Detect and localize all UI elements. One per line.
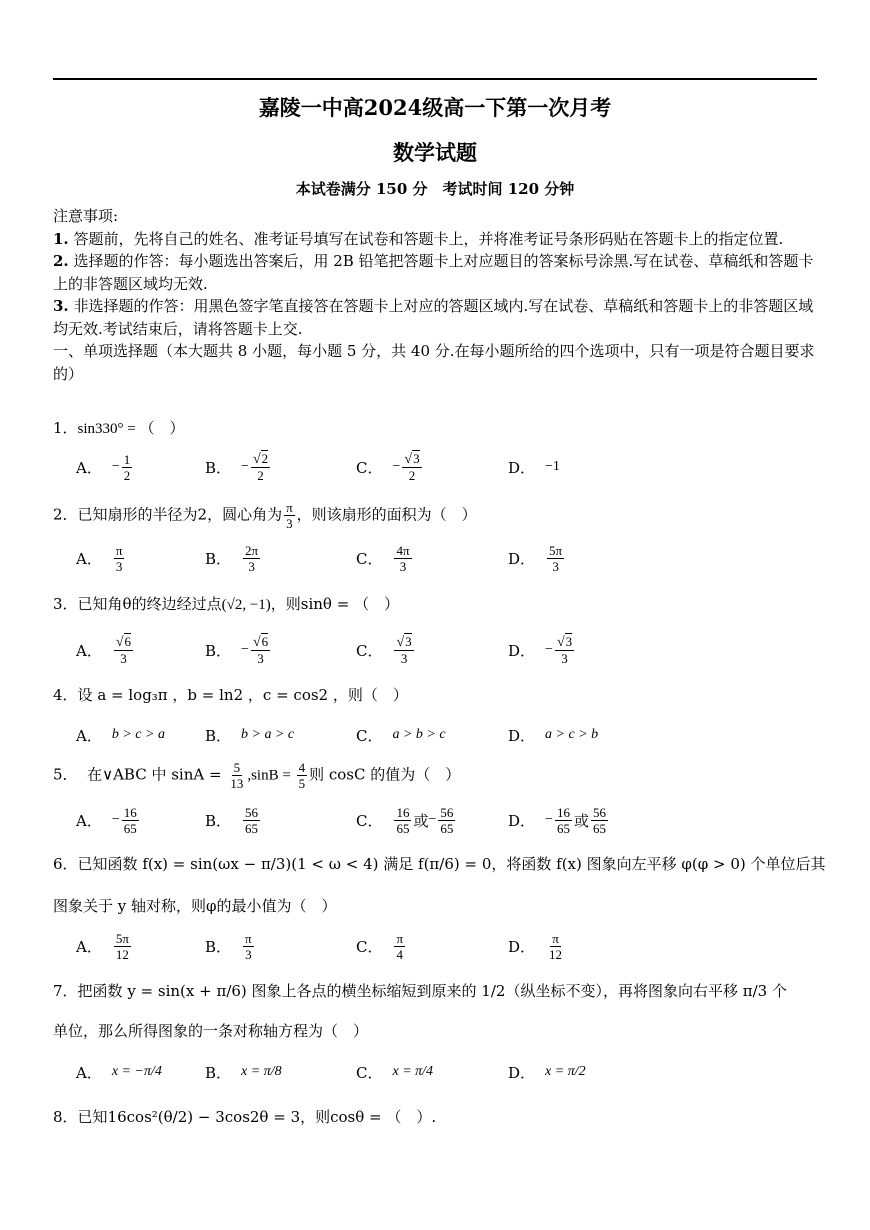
notice-item-1: 1. 答题前，先将自己的姓名、准考证号填写在试卷和答题卡上，并将准考证号条形码贴在答题卡上的指定位置. — [53, 229, 784, 248]
q7-option-a: A． x = −π/4 — [76, 1063, 162, 1082]
q7-option-b: B． x = π/8 — [205, 1063, 282, 1082]
q4-option-a: A． b > c > a — [76, 726, 165, 745]
section-heading: 一、单项选择题（本大题共 8 小题，每小题 5 分，共 40 分.在每小题所给的四个选项中，只有一项是符合题目要求的） — [53, 342, 815, 383]
q4-option-d: D． a > c > b — [508, 726, 599, 745]
q1-option-b: B． − $\frac{√2}{2}$ — [205, 451, 269, 483]
top-rule — [53, 78, 817, 80]
question-7-line1: 7．把函数 y = sin(x + π/6) 图象上各点的横坐标缩短到原来的 1/2（纵坐标不变），再将图象向右平移 π/3 个 — [53, 982, 787, 1000]
question-4: 4．设 a = log₃π ，b = ln2 ，c = cos2 ，则（ ） — [53, 686, 408, 704]
question-6-line1: 6．已知函数 f(x) = sin(ωx − π/3)(1 < ω < 4) 满足 f(π/6) = 0，将函数 f(x) 图象向左平移 φ(φ > 0) 个单位后其 — [53, 855, 826, 873]
q3-option-a: A． $\frac{√6}{3}$ — [76, 634, 132, 666]
q5-option-b: B． $\frac{56}{65}$ — [205, 804, 259, 836]
notice-heading: 注意事项: — [53, 207, 119, 225]
exam-info: 本试卷满分 150 分 考试时间 120 分钟 — [295, 180, 575, 198]
q3-options — [76, 630, 816, 670]
q5-options — [76, 800, 816, 840]
question-1: 1．sin330° = （ ） — [53, 419, 185, 437]
question-6-line2: 图象关于 y 轴对称，则φ的最小值为（ ） — [53, 897, 337, 915]
q2-options — [76, 538, 816, 578]
q4-option-c: C． a > b > c — [356, 726, 446, 745]
q1-option-c: C． − $\frac{√3}{2}$ — [356, 451, 420, 483]
question-8: 8．已知16cos²(θ/2) − 3cos2θ = 3，则cosθ = （ ）. — [53, 1108, 437, 1126]
question-5: 5． 在∨ABC 中 sinA = $\frac{5}{13}$ ,sinB = $\frac{4}{5}$ 则 cosC 的值为（ ） — [53, 760, 461, 791]
q5-option-d: D． − $\frac{16}{65}$ 或 $\frac{56}{65}$ — [508, 804, 606, 836]
notice-item-2: 2. 选择题的作答：每小题选出答案后，用 2B 铅笔把答题卡上对应题目的答案标号涂黑.写在试卷、草稿纸和答题卡上的非答题区域均无效. — [53, 252, 814, 293]
q7-option-d: D． x = π/2 — [508, 1063, 586, 1082]
question-7-line2: 单位，那么所得图象的一条对称轴方程为（ ） — [53, 1022, 369, 1040]
q1-options — [76, 447, 816, 487]
q4-option-b: B． b > a > c — [205, 726, 295, 745]
q5-option-a: A． − $\frac{16}{65}$ — [76, 804, 137, 836]
q6-option-a: A． $\frac{5\pi}{12}$ — [76, 930, 129, 962]
question-3: 3．已知角θ的终边经过点(√2, −1)，则sinθ = （ ） — [53, 595, 400, 613]
q3-option-d: D． − $\frac{√3}{3}$ — [508, 634, 573, 666]
q2-option-a: A． $\frac{\pi}{3}$ — [76, 542, 123, 574]
q6-options — [76, 926, 816, 966]
q6-option-b: B． $\frac{\pi}{3}$ — [205, 930, 252, 962]
notice-block — [53, 205, 817, 385]
exam-title: 嘉陵一中高2024级高一下第一次月考 — [258, 95, 612, 120]
q7-option-c: C． x = π/4 — [356, 1063, 434, 1082]
q2-option-d: D． $\frac{5\pi}{3}$ — [508, 542, 563, 574]
q5-option-c: C． $\frac{16}{65}$ 或 − $\frac{56}{65}$ — [356, 804, 454, 836]
q6-option-c: C． $\frac{\pi}{4}$ — [356, 930, 404, 962]
q4-options — [76, 715, 816, 755]
notice-item-3: 3. 非选择题的作答：用黑色签字笔直接答在答题卡上对应的答题区域内.写在试卷、草稿纸和答题卡上的非答题区域均无效.考试结束后，请将答题卡上交. — [53, 297, 814, 338]
subject-title: 数学试题 — [393, 140, 477, 165]
q6-option-d: D． $\frac{\pi}{12}$ — [508, 930, 563, 962]
q2-option-b: B． $\frac{2\pi}{3}$ — [205, 542, 259, 574]
q2-option-c: C． $\frac{4\pi}{3}$ — [356, 542, 410, 574]
q1-option-d: D． −1 — [508, 458, 560, 477]
q7-options — [76, 1052, 816, 1092]
q3-option-b: B． − $\frac{√6}{3}$ — [205, 634, 269, 666]
q3-option-c: C． $\frac{√3}{3}$ — [356, 634, 412, 666]
q1-option-a: A． − $\frac{1}{2}$ — [76, 451, 131, 483]
question-2: 2．已知扇形的半径为2，圆心角为 $\frac{\pi}{3}$ ，则该扇形的面积为（ ） — [53, 500, 477, 531]
